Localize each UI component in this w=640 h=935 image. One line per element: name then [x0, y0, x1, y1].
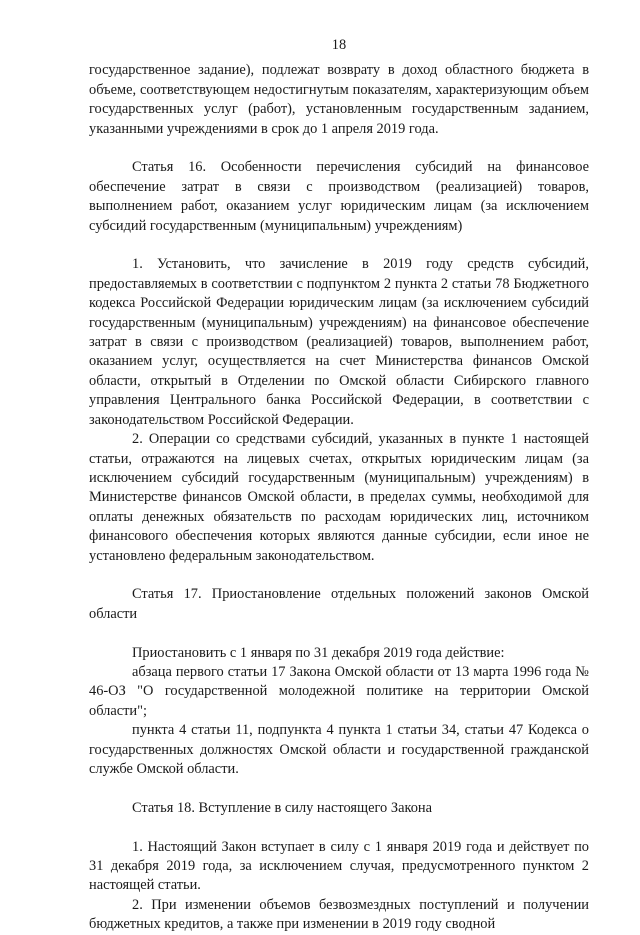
article-18-heading: Статья 18. Вступление в силу настоящего Закона [132, 799, 432, 816]
article-16-heading: Статья 16. Особенности перечисления субсидий на финансовое обеспечение затрат в связи с производством (реализацией) товаров, выполнением работ, оказанием услуг юридическим лицам (за исключением субсидий государственным (муниципальным) учреждениям) [89, 159, 589, 234]
article-18-paragraph-1: 1. Настоящий Закон вступает в силу с 1 января 2019 года и действует по 31 декабря 2019 года, за исключением случая, предусмотренного пунктом 2 настоящей статьи. [89, 838, 589, 894]
intro-paragraph: государственное задание), подлежат возврату в доход областного бюджета в объеме, соответствующем недостигнутым показателям, характеризующим объем государственных услуг (работ), установленным государственным заданием, указанными учреждениями в срок до 1 апреля 2019 года. [89, 62, 589, 137]
article-18-paragraph-2: 2. При изменении объемов безвозмездных поступлений и получении бюджетных кредитов, а также при изменении в 2019 году сводной [89, 896, 589, 933]
document-page [89, 36, 589, 935]
article-17-heading: Статья 17. Приостановление отдельных положений законов Омской области [89, 586, 589, 622]
spacer [89, 566, 589, 585]
spacer [89, 236, 589, 255]
spacer [89, 779, 589, 798]
article-16-paragraph-1: 1. Установить, что зачисление в 2019 году средств субсидий, предоставляемых в соответствии с подпунктом 2 пункта 2 статьи 78 Бюджетного кодекса Российской Федерации юридическим лицам (за исключением субсидий государственным (муниципальным) учреждениям) на финансовое обеспечение затрат в связи с производством (реализацией) товаров, выполнением работ, оказанием услуг, осуществляется на счет Министерства финансов Омской области, открытый в Отделении по Омской области Сибирского главного управления Центрального банка Российской Федерации, в соответствии с законодательством Российской Федерации. [89, 256, 589, 428]
spacer [89, 818, 589, 837]
spacer [89, 624, 589, 643]
article-17-paragraph-1: Приостановить с 1 января по 31 декабря 2019 года действие: [132, 644, 505, 661]
article-16-paragraph-2: 2. Операции со средствами субсидий, указанных в пункте 1 настоящей статьи, отражаются на лицевых счетах, открытых юридическим лицам (за исключением субсидий государственным (муниципальным) учреждениям) в Министерстве финансов Омской области, в пределах суммы, необходимой для оплаты денежных обязательств по расходам юридических лиц, источником финансового обеспечения которых являются данные субсидии, если иное не установлено федеральным законодательством. [89, 431, 589, 564]
page-number: 18 [331, 37, 347, 53]
article-17-paragraph-3: пункта 4 статьи 11, подпункта 4 пункта 1 статьи 34, статьи 47 Кодекса о государственных должностях Омской области и государственной гражданской службе Омской области. [89, 722, 589, 777]
spacer [89, 139, 589, 158]
article-17-paragraph-2: абзаца первого статьи 17 Закона Омской области от 13 марта 1996 года № 46-ОЗ "О государственной молодежной политике на территории Омской области"; [89, 663, 589, 719]
